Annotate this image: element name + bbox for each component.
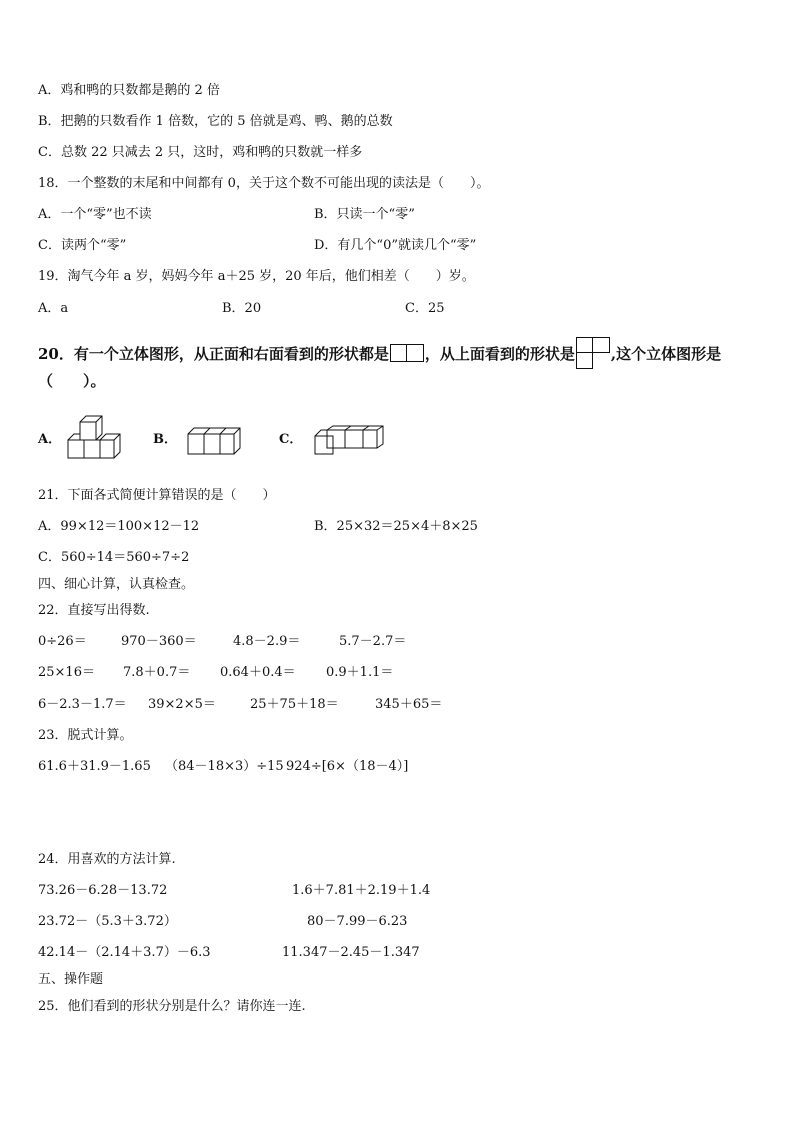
q19-option-b: B．20 (222, 301, 262, 316)
q23-item3: 924÷[6×（18－4）] (286, 759, 409, 774)
q24-left-item2: 23.72－（5.3＋3.72） (38, 914, 177, 929)
q22-row3-item2: 39×2×5＝ (148, 697, 216, 712)
q22-row2-item1: 25×16＝ (38, 665, 95, 680)
q17-option-c: C．总数 22 只减去 2 只，这时，鸡和鸭的只数就一样多 (38, 145, 363, 160)
q22-row1-item1: 0÷26＝ (38, 634, 87, 649)
q20-stem-part1: 20．有一个立体图形，从正面和右面看到的形状都是 (38, 345, 389, 363)
q20-stem-line2: （ ）。 (38, 372, 106, 390)
q22-row2-item4: 0.9＋1.1＝ (326, 665, 394, 680)
q18-option-c: C．读两个“零” (38, 238, 127, 253)
q23-item2: （84－18×3）÷15 (165, 759, 284, 774)
q20-stem (38, 337, 721, 373)
q21-stem: 21．下面各式简便计算错误的是（ ） (38, 488, 276, 503)
q23-item1: 61.6＋31.9－1.65 (38, 759, 151, 774)
q20-stem-part2: ，从上面看到的形状是 (424, 345, 575, 363)
q18-stem: 18．一个整数的末尾和中间都有 0，关于这个数不可能出现的读法是（ ）。 (38, 176, 490, 191)
q24-stem: 24．用喜欢的方法计算. (38, 852, 176, 867)
q20-stem-part3: ,这个立体图形是 (610, 345, 722, 363)
solid-figure-b (186, 424, 242, 458)
q17-option-a: A．鸡和鸭的只数都是鹅的 2 倍 (38, 83, 220, 98)
q24-left-item1: 73.26－6.28－13.72 (38, 883, 168, 898)
section5-title: 五、操作题 (38, 972, 104, 987)
q18-option-d: D．有几个“0”就读几个“零” (314, 238, 477, 253)
q20-option-a: A． (38, 432, 62, 447)
q18-option-a: A．一个“零”也不读 (38, 207, 152, 222)
q21-option-b: B．25×32＝25×4＋8×25 (314, 519, 478, 534)
q20-option-c: C． (279, 432, 303, 447)
solid-figure-a (66, 412, 122, 462)
q19-option-c: C．25 (405, 301, 445, 316)
q24-right-item1: 1.6＋7.81＋2.19＋1.4 (292, 883, 431, 898)
solid-figure-c (313, 424, 385, 458)
q25-stem: 25．他们看到的形状分别是什么？请你连一连. (38, 999, 306, 1014)
q22-row3-item3: 25＋75＋18＝ (250, 697, 339, 712)
q22-row2-item2: 7.8＋0.7＝ (123, 665, 191, 680)
front-view-shape (390, 344, 424, 366)
q24-right-item3: 11.347－2.45－1.347 (282, 945, 420, 960)
q22-row2-item3: 0.64＋0.4＝ (220, 665, 296, 680)
q23-stem: 23．脱式计算。 (38, 728, 133, 743)
section4-title: 四、细心计算，认真检查。 (38, 577, 195, 592)
q21-option-c: C．560÷14＝560÷7÷2 (38, 550, 190, 565)
q17-option-b: B．把鹅的只数看作 1 倍数，它的 5 倍就是鸡、鸭、鹅的总数 (38, 114, 393, 129)
q24-left-item3: 42.14－（2.14＋3.7）－6.3 (38, 945, 211, 960)
q20-option-b: B． (153, 432, 177, 447)
q18-option-b: B．只读一个“零” (314, 207, 415, 222)
q22-stem: 22．直接写出得数. (38, 603, 150, 618)
q22-row1-item4: 5.7－2.7＝ (339, 634, 407, 649)
q19-option-a: A．a (38, 301, 69, 316)
q21-option-a: A．99×12＝100×12－12 (38, 519, 200, 534)
q24-right-item2: 80－7.99－6.23 (307, 914, 408, 929)
q22-row3-item4: 345＋65＝ (375, 697, 443, 712)
q22-row3-item1: 6－2.3－1.7＝ (38, 697, 127, 712)
q22-row1-item3: 4.8－2.9＝ (233, 634, 301, 649)
top-view-shape (576, 337, 610, 373)
q19-stem: 19．淘气今年 a 岁，妈妈今年 a＋25 岁，20 年后，他们相差（ ）岁。 (38, 269, 475, 284)
q22-row1-item2: 970－360＝ (121, 634, 197, 649)
